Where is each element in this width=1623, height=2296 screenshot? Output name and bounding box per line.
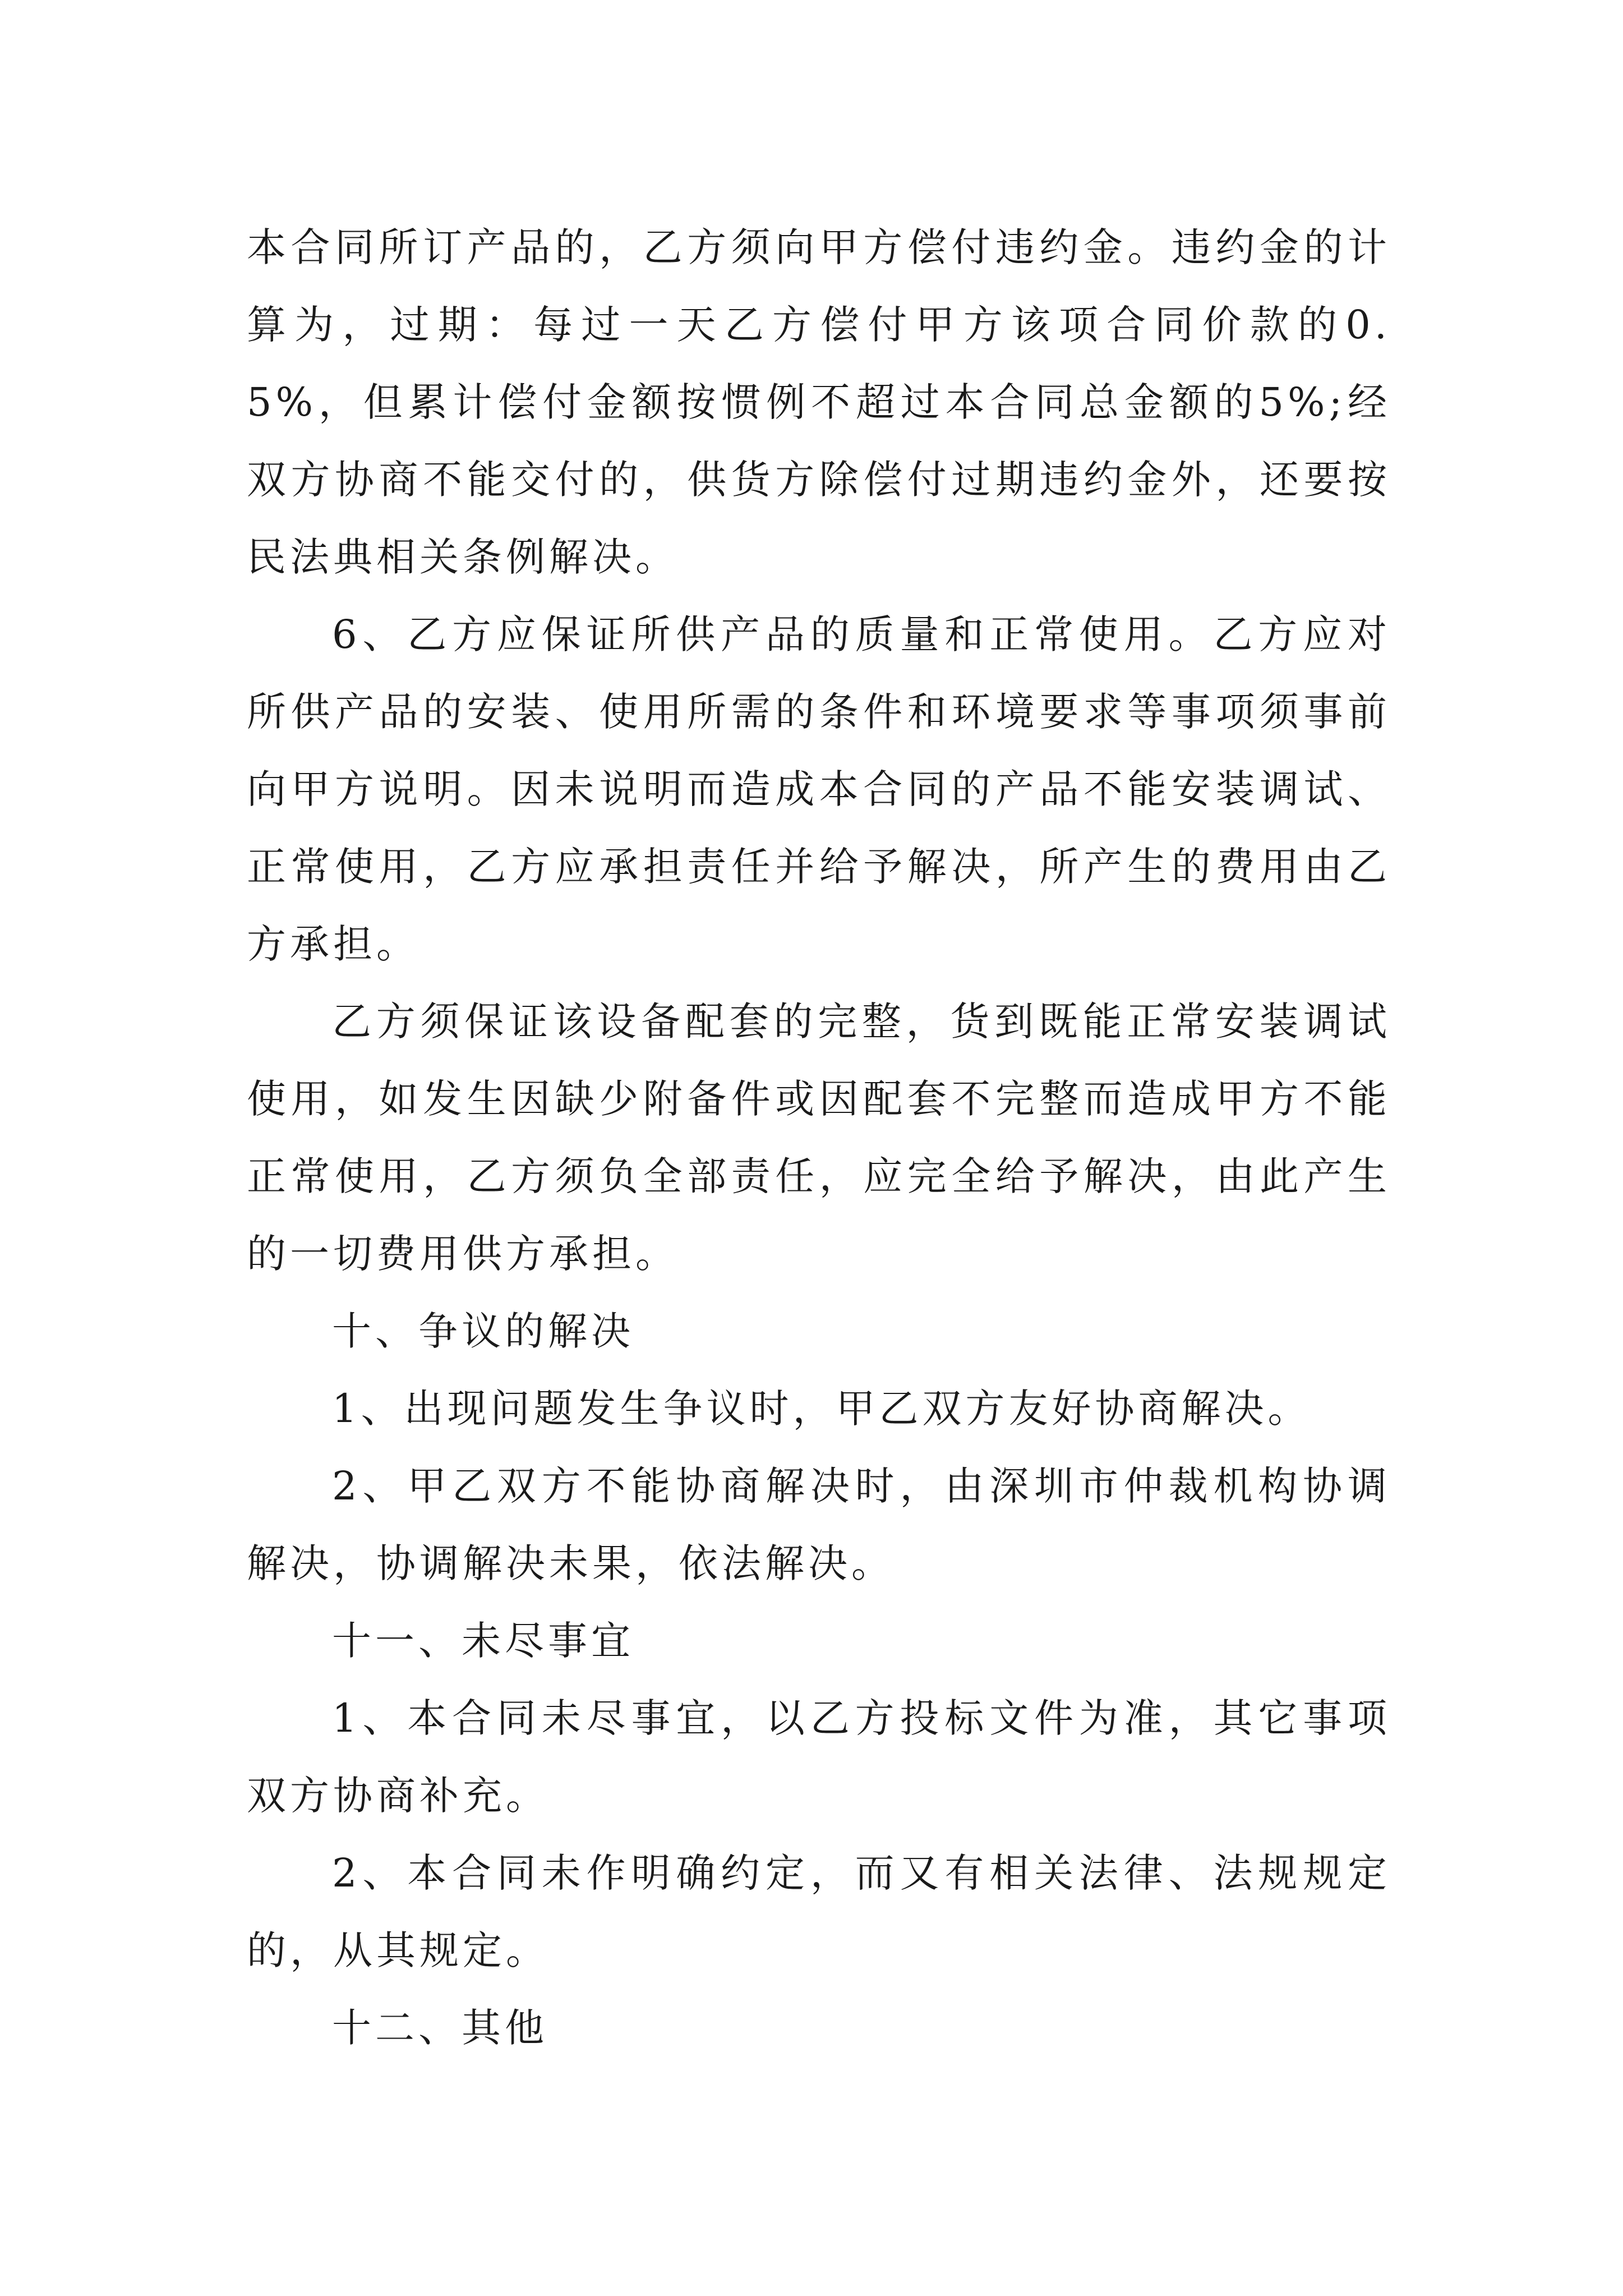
document-body: [247, 209, 1391, 2067]
paragraph-outstanding-clause-2: 2、本合同未作明确约定，而又有相关法律、法规规定的，从其规定。: [247, 1850, 1391, 1973]
paragraph-penalty-terms: 本合同所订产品的，乙方须向甲方偿付违约金。违约金的计算为，过期：每过一天乙方偿付甲方该项合同价款的0.5%，但累计偿付金额按惯例不超过本合同总金额的5%;经双方协商不能交付的，供货方除偿付过期违约金外，还要按民法典相关条例解决。: [247, 224, 1391, 580]
paragraph-clause-6-quality: 6、乙方应保证所供产品的质量和正常使用。乙方应对所供产品的安装、使用所需的条件和环境要求等事项须事前向甲方说明。因未说明而造成本合同的产品不能安装调试、正常使用，乙方应承担责任并给予解决，所产生的费用由乙方承担。: [247, 611, 1391, 967]
paragraph-dispute-clause-1: 1、出现问题发生争议时，甲乙双方友好协商解决。: [332, 1386, 1311, 1432]
paragraph-equipment-completeness: 乙方须保证该设备配套的完整，货到既能正常安装调试使用，如发生因缺少附备件或因配套不完整而造成甲方不能正常使用，乙方须负全部责任，应完全给予解决，由此产生的一切费用供方承担。: [247, 999, 1391, 1277]
section-heading-outstanding-matters: 十一、未尽事宜: [332, 1618, 634, 1664]
paragraph-outstanding-clause-1: 1、本合同未尽事宜，以乙方投标文件为准，其它事项双方协商补充。: [247, 1695, 1391, 1819]
section-heading-dispute-resolution: 十、争议的解决: [332, 1308, 634, 1354]
section-heading-other: 十二、其他: [332, 2005, 548, 2051]
paragraph-dispute-clause-2: 2、甲乙双方不能协商解决时，由深圳市仲裁机构协调解决，协调解决未果，依法解决。: [247, 1463, 1391, 1586]
